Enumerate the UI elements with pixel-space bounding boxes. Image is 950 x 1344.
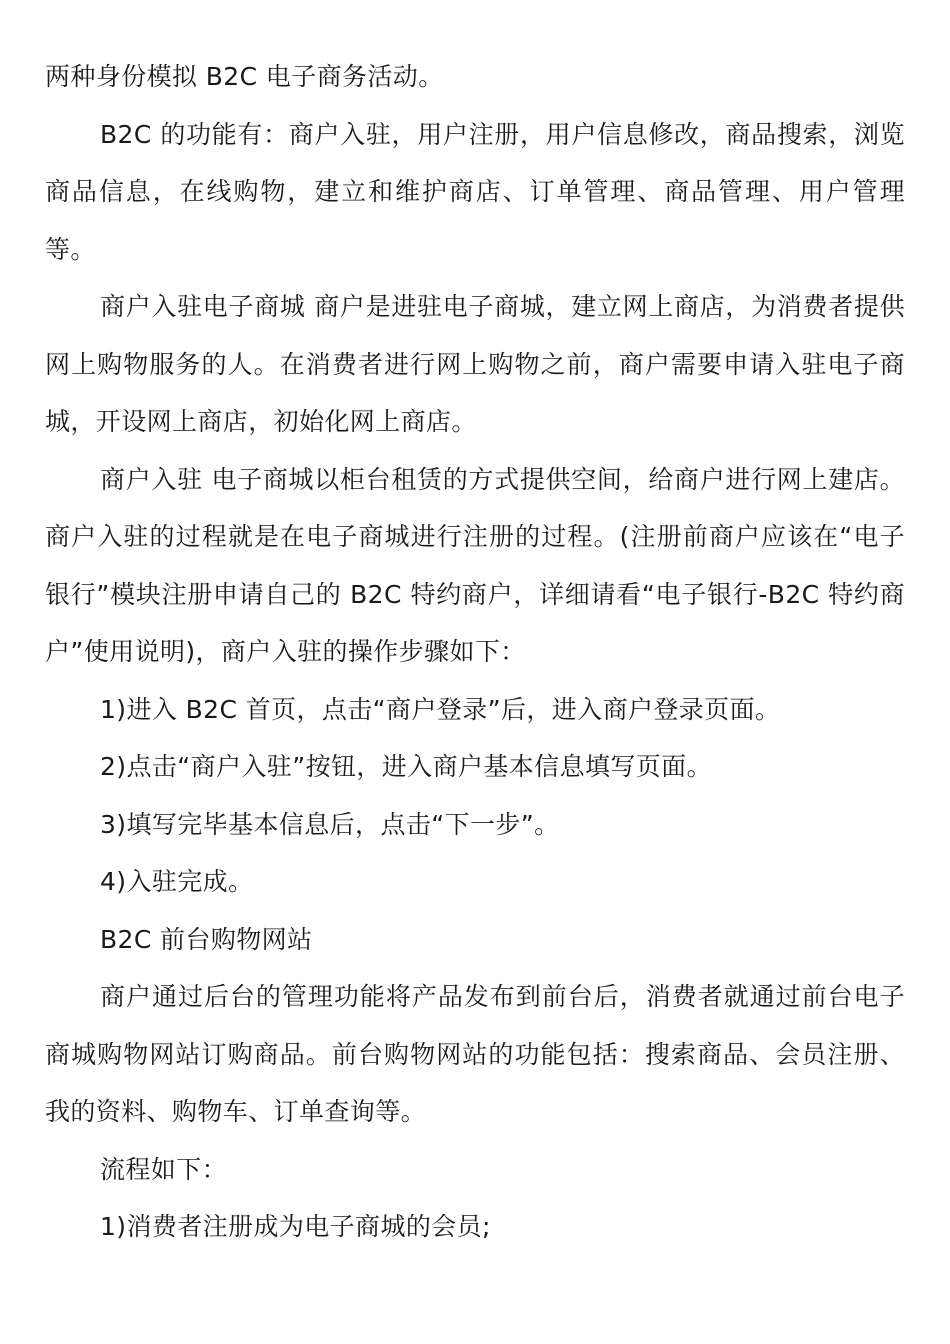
list-item-consumer-step-1: 1)消费者注册成为电子商城的会员;: [100, 1212, 491, 1241]
paragraph-b2c-functions: B2C 的功能有：商户入驻，用户注册，用户信息修改，商品搜索，浏览商品信息，在线购物，建立和维护商店、订单管理、商品管理、用户管理等。: [45, 119, 905, 264]
list-item-step-3: 3)填写完毕基本信息后，点击“下一步”。: [100, 809, 560, 839]
paragraph-storefront-functions: 商户通过后台的管理功能将产品发布到前台后，消费者就通过前台电子商城购物网站订购商品。前台购物网站的功能包括：搜索商品、会员注册、我的资料、购物车、订单查询等。: [45, 982, 905, 1126]
paragraph-process-intro: 流程如下：: [100, 1154, 228, 1184]
list-item-step-4: 4)入驻完成。: [100, 867, 254, 896]
list-item-step-2: 2)点击“商户入驻”按钮，进入商户基本信息填写页面。: [100, 752, 712, 781]
paragraph-merchant-onboarding: 商户入驻电子商城 商户是进驻电子商城，建立网上商店，为消费者提供网上购物服务的人。在消费者进行网上购物之前，商户需要申请入驻电子商城，开设网上商店，初始化网上商店。: [45, 292, 905, 436]
paragraph-intro-tail: 两种身份模拟 B2C 电子商务活动。: [45, 62, 444, 91]
paragraph-merchant-entry-process: 商户入驻 电子商城以柜台租赁的方式提供空间，给商户进行网上建店。商户入驻的过程就是在电子商城进行注册的过程。(注册前商户应该在“电子银行”模块注册申请自己的 B2C 特约商户，详细请看“电子银行-B2C 特约商户”使用说明)，商户入驻的操作步骤如下：: [45, 464, 905, 666]
document-page: [45, 48, 905, 1256]
list-item-step-1: 1)进入 B2C 首页，点击“商户登录”后，进入商户登录页面。: [100, 694, 781, 724]
section-heading-b2c-storefront: B2C 前台购物网站: [100, 924, 313, 954]
